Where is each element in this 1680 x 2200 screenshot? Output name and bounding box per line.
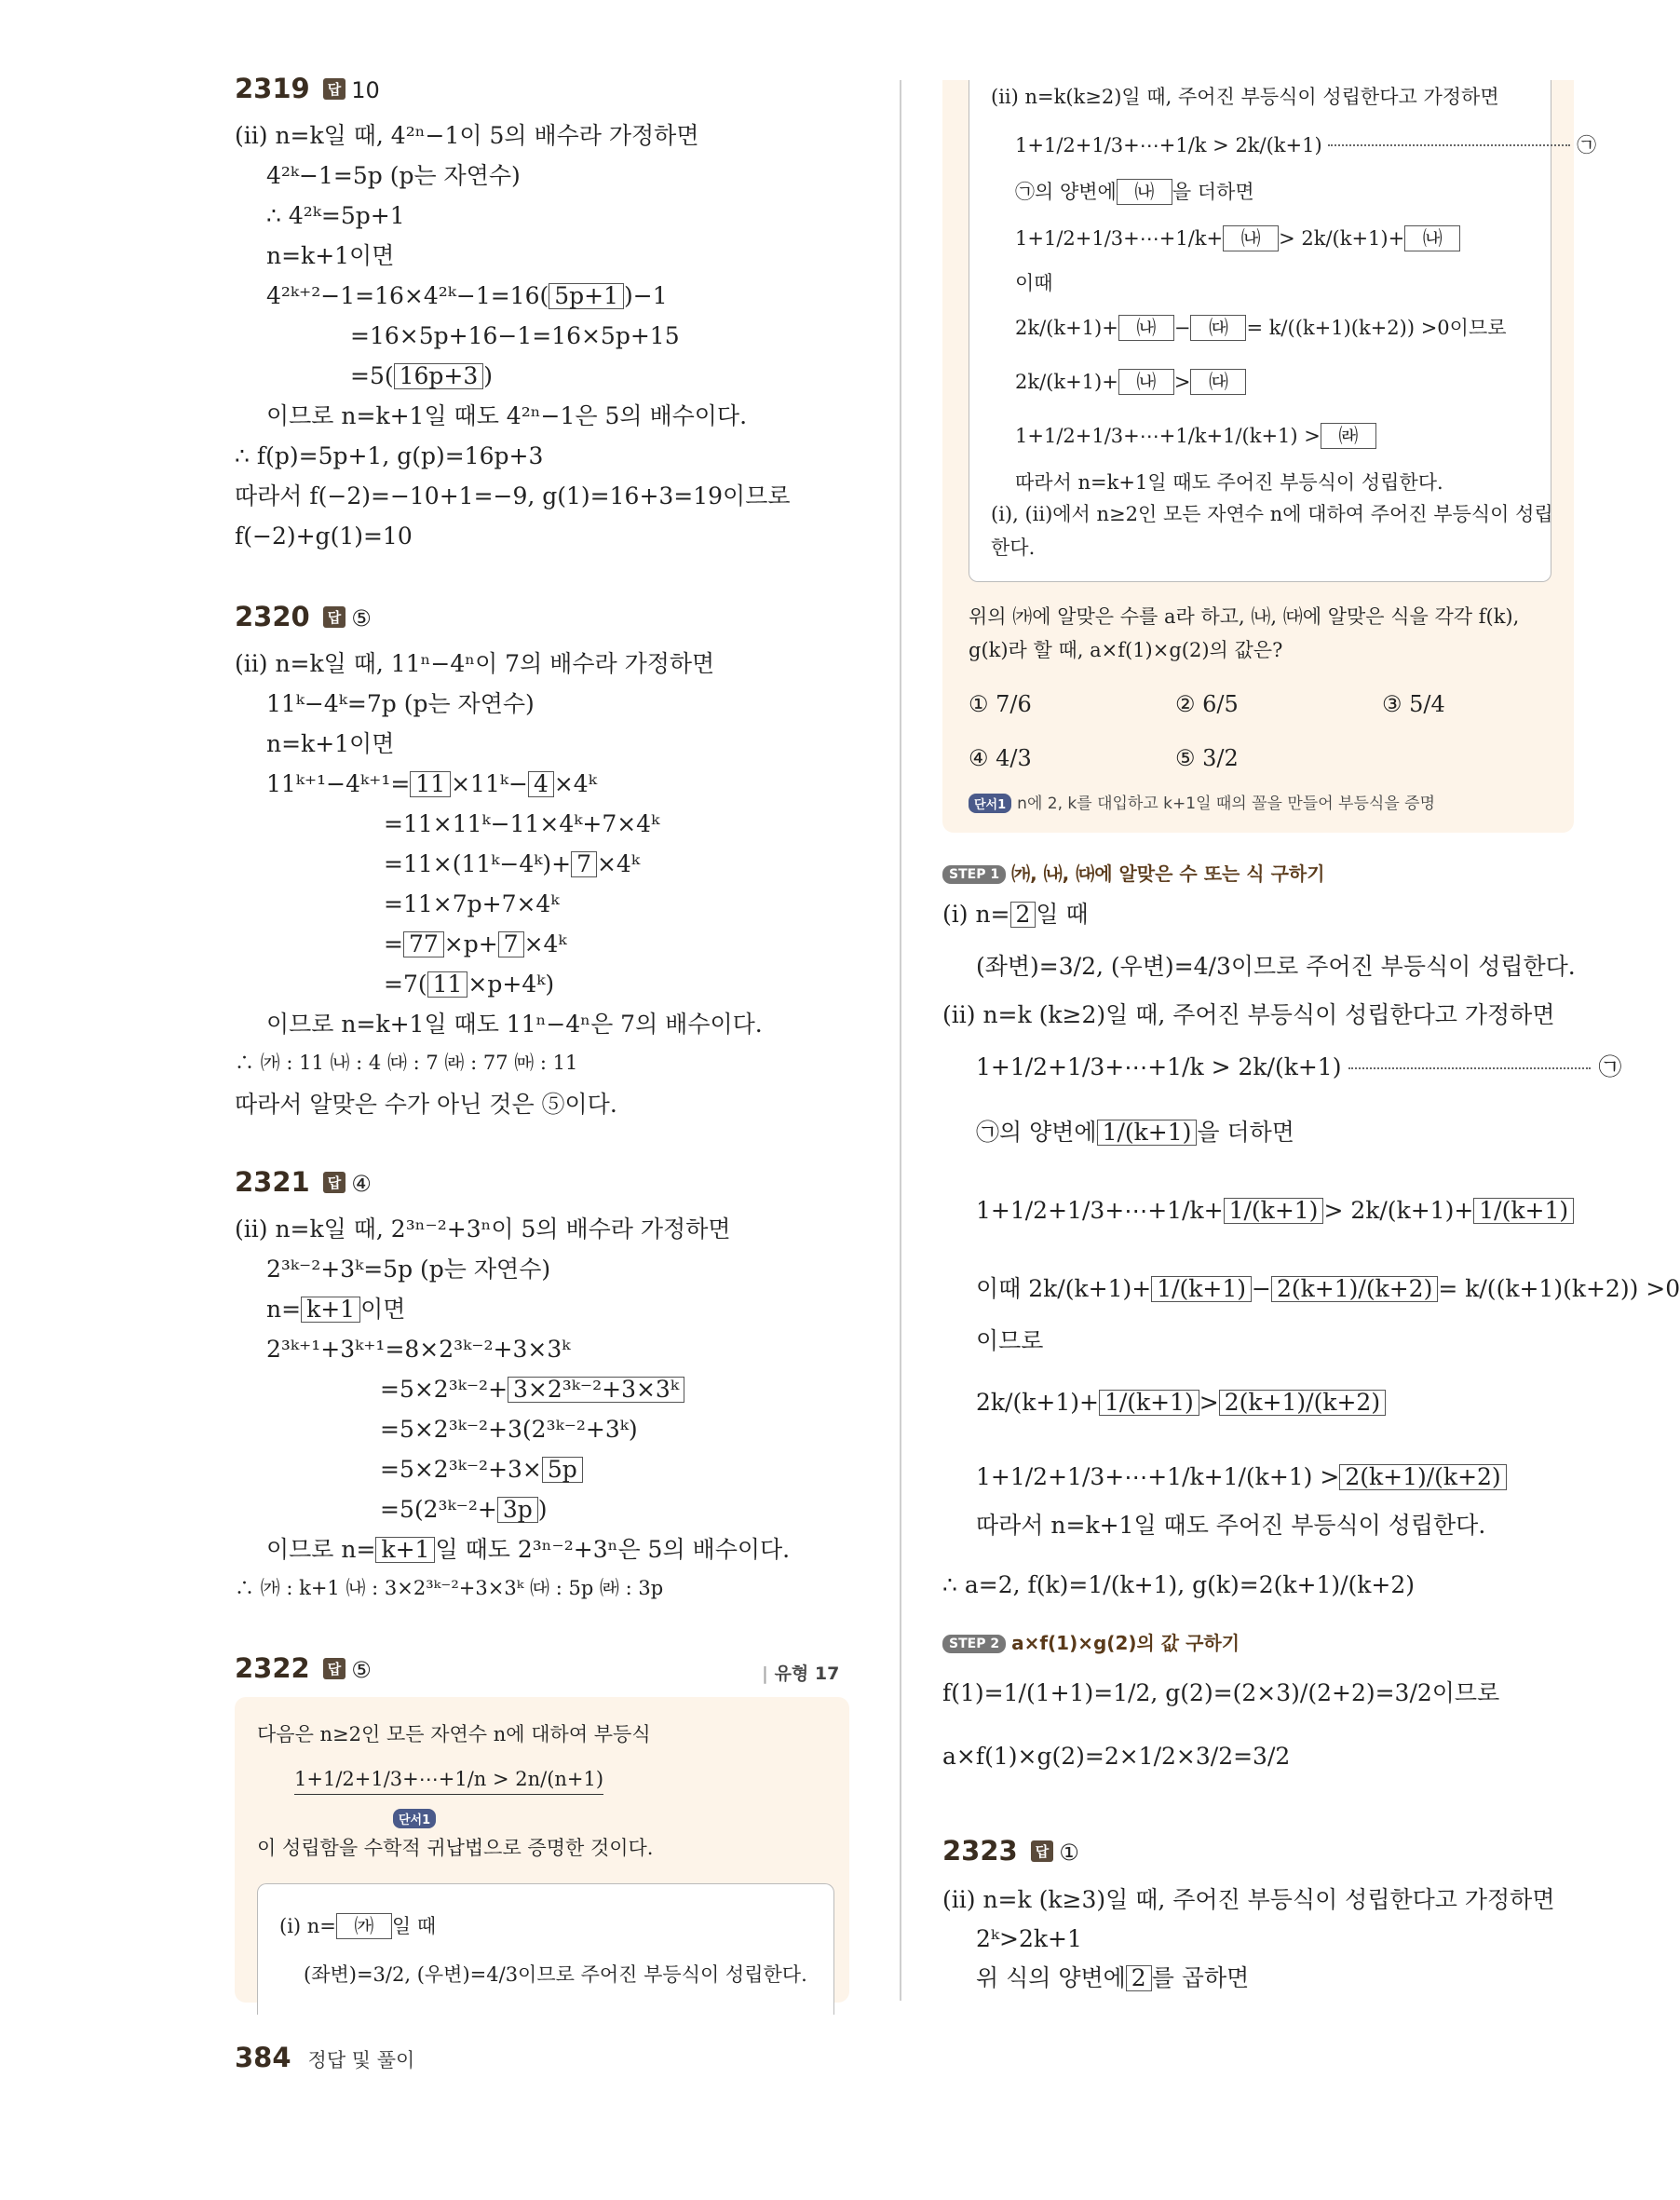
proof-line: 한다. (991, 536, 1036, 559)
answer-box: 1/(k+1) (1151, 1276, 1252, 1302)
answer-box: 5p (542, 1457, 583, 1483)
answer-box: 2 (1010, 902, 1036, 928)
solution-line: =7( 11 ×p+4ᵏ) (384, 971, 555, 998)
solution-line: 이때 2k/(k+1)+ 1/(k+1) − 2(k+1)/(k+2) = k/((k+1)(k+2)) >0 (976, 1275, 1680, 1302)
solution-line: 4²ᵏ⁺²−1=16×4²ᵏ−1=16( 5p+1 )−1 (266, 282, 668, 309)
solution-line: 11ᵏ⁺¹−4ᵏ⁺¹= 11 ×11ᵏ− 4 ×4ᵏ (266, 770, 597, 797)
answer-badge: 답 (323, 78, 346, 100)
solution-line: 2³ᵏ⁻²+3ᵏ=5p (p는 자연수) (266, 1256, 551, 1283)
answer-box: 4 (528, 771, 554, 797)
problem-header-2321 (235, 1166, 372, 1198)
problem-number: 2319 (235, 73, 310, 104)
choice-4[interactable]: ④ 4/3 (969, 745, 1032, 771)
proof-line: 이때 (1015, 272, 1053, 294)
problem-header-2322 (235, 1652, 372, 1684)
blank-box-na: ㈏ (1118, 369, 1174, 395)
solution-line: (ii) n=k일 때, 4²ⁿ−1이 5의 배수라 가정하면 (235, 122, 699, 149)
solution-line: (ii) n=k (k≥3)일 때, 주어진 부등식이 성립한다고 가정하면 (942, 1886, 1555, 1913)
answer-box: 7 (571, 851, 597, 877)
solution-line: 2ᵏ>2k+1 (976, 1925, 1082, 1952)
question-line: g(k)라 할 때, a×f(1)×g(2)의 값은? (969, 639, 1283, 661)
proof-box-left (257, 1883, 834, 2015)
solution-line: =16×5p+16−1=16×5p+15 (350, 322, 680, 349)
section-title: 정답 및 풀이 (307, 2049, 415, 2071)
solution-line: 1+1/2+1/3+⋯+1/k+1/(k+1) > 2(k+1)/(k+2) (976, 1462, 1507, 1492)
page-number: 384 (235, 2042, 291, 2073)
solution-line: 따라서 n=k+1일 때도 주어진 부등식이 성립한다. (976, 1512, 1486, 1539)
solution-line: 2k/(k+1)+ 1/(k+1) > 2(k+1)/(k+2) (976, 1388, 1386, 1418)
answer-badge: 답 (323, 1658, 346, 1679)
answer-box: 5p+1 (549, 283, 624, 309)
step2-header: STEP 2 a×f(1)×g(2)의 값 구하기 (942, 1628, 1240, 1655)
answer-box: 11 (410, 771, 451, 797)
answer-badge: 답 (1031, 1840, 1054, 1862)
answer-box: 2 (1126, 1965, 1152, 1991)
answer-badge: 답 (323, 1172, 346, 1193)
proof-line: ㉠의 양변에 ㈏ 을 더하면 (1015, 181, 1254, 203)
choice-1[interactable]: ① 7/6 (969, 691, 1032, 717)
blank-box-na: ㈏ (1223, 225, 1279, 251)
answer-box: 2(k+1)/(k+2) (1271, 1276, 1438, 1302)
answer-box: 77 (403, 931, 444, 957)
solution-line: =11×7p+7×4ᵏ (384, 890, 560, 917)
solution-line: (좌변)=3/2, (우변)=4/3이므로 주어진 부등식이 성립한다. (976, 953, 1576, 980)
solution-line: 1+1/2+1/3+⋯+1/k > 2k/(k+1) ㉠ (976, 1053, 1622, 1080)
answer-value: ⑤ (351, 605, 372, 631)
proof-line: (i), (ii)에서 n≥2인 모든 자연수 n에 대하여 주어진 부등식이 성립 (991, 503, 1553, 525)
blank-box-na: ㈏ (1117, 179, 1172, 205)
solution-line: =5×2³ᵏ⁻²+3(2³ᵏ⁻²+3ᵏ) (380, 1416, 638, 1443)
column-divider (900, 80, 901, 2001)
blank-box-na: ㈏ (1118, 315, 1174, 341)
solution-line: ∴ 4²ᵏ=5p+1 (266, 202, 405, 229)
question-line: 위의 ㈎에 알맞은 수를 a라 하고, ㈏, ㈐에 알맞은 식을 각각 f(k), (969, 605, 1520, 628)
problem-intro: 다음은 n≥2인 모든 자연수 n에 대하여 부등식 (257, 1723, 651, 1745)
problem-header-2319 (235, 73, 380, 104)
inequality: 1+1/2+1/3+⋯+1/n > 2n/(n+1) (294, 1766, 603, 1795)
blank-box-ga: ㈎ (336, 1913, 392, 1939)
solution-line: (ii) n=k일 때, 11ⁿ−4ⁿ이 7의 배수라 가정하면 (235, 650, 715, 677)
solution-line: n= k+1 이면 (266, 1296, 406, 1323)
proof-line: 1+1/2+1/3+⋯+1/k > 2k/(k+1) ㉠ (1015, 134, 1597, 156)
answer-box: 1/(k+1) (1097, 1120, 1198, 1146)
solution-line: =5×2³ᵏ⁻²+3× 5p (380, 1455, 583, 1485)
choice-3[interactable]: ③ 5/4 (1382, 691, 1445, 717)
answer-box: 7 (498, 931, 524, 957)
solution-line: ∴ ㈎ : k+1 ㈏ : 3×2³ᵏ⁻²+3×3ᵏ ㈐ : 5p ㈑ : 3p (235, 1577, 664, 1599)
footer (235, 2042, 414, 2073)
answer-box: k+1 (375, 1537, 435, 1563)
problem-number: 2321 (235, 1166, 310, 1198)
solution-line: 따라서 f(−2)=−10+1=−9, g(1)=16+3=19이므로 (235, 482, 791, 509)
step1-header: STEP 1 ㈎, ㈏, ㈐에 알맞은 수 또는 식 구하기 (942, 859, 1325, 886)
answer-box: k+1 (301, 1297, 360, 1323)
proof-line: 1+1/2+1/3+⋯+1/k+1/(k+1) > ㈑ (1015, 423, 1376, 449)
answer-value: 10 (351, 77, 380, 103)
answer-box: 1/(k+1) (1224, 1198, 1324, 1224)
solution-line: a×f(1)×g(2)=2×1/2×3/2=3/2 (942, 1743, 1291, 1770)
solution-line: 이므로 (976, 1327, 1044, 1354)
clue-marker: 단서1 (393, 1809, 441, 1828)
answer-box: 2(k+1)/(k+2) (1219, 1390, 1386, 1416)
answer-box: 11 (427, 971, 468, 998)
answer-box: 3p (497, 1497, 538, 1523)
problem-number: 2320 (235, 601, 310, 632)
solution-line: =5( 16p+3 ) (350, 362, 494, 389)
proof-line: (i) n= ㈎ 일 때 (279, 1915, 437, 1937)
proof-line: 2k/(k+1)+ ㈏ − ㈐ = k/((k+1)(k+2)) >0이므로 (1015, 317, 1507, 339)
solution-line: ∴ a=2, f(k)=1/(k+1), g(k)=2(k+1)/(k+2) (942, 1571, 1416, 1598)
answer-value: ① (1059, 1840, 1079, 1866)
solution-line: ∴ ㈎ : 11 ㈏ : 4 ㈐ : 7 ㈑ : 77 ㈒ : 11 (235, 1052, 578, 1074)
solution-line: 11ᵏ−4ᵏ=7p (p는 자연수) (266, 690, 535, 717)
blank-box-da: ㈐ (1190, 315, 1246, 341)
solution-line: f(−2)+g(1)=10 (235, 523, 413, 550)
answer-value: ⑤ (351, 1657, 372, 1683)
problem-intro-2: 이 성립함을 수학적 귀납법으로 증명한 것이다. (257, 1837, 654, 1859)
type-tag: | 유형 17 (762, 1664, 840, 1684)
solution-line: 이므로 n=k+1일 때도 4²ⁿ−1은 5의 배수이다. (266, 402, 748, 429)
solution-line: f(1)=1/(1+1)=1/2, g(2)=(2×3)/(2+2)=3/2이므로 (942, 1679, 1500, 1706)
solution-line: 위 식의 양변에 2 를 곱하면 (976, 1964, 1250, 1991)
solution-line: 1+1/2+1/3+⋯+1/k+ 1/(k+1) > 2k/(k+1)+ 1/(k+1) (976, 1196, 1574, 1226)
answer-box: 3×2³ᵏ⁻²+3×3ᵏ (508, 1377, 684, 1403)
problem-header-2323 (942, 1835, 1079, 1867)
answer-box: 2(k+1)/(k+2) (1339, 1464, 1506, 1490)
blank-box-na: ㈏ (1404, 225, 1460, 251)
problem-header-2320 (235, 601, 372, 632)
solution-line: 이므로 n= k+1 일 때도 2³ⁿ⁻²+3ⁿ은 5의 배수이다. (266, 1536, 791, 1563)
proof-line: 따라서 n=k+1일 때도 주어진 부등식이 성립한다. (1015, 471, 1443, 494)
answer-box: 1/(k+1) (1473, 1198, 1574, 1224)
problem-number: 2323 (942, 1835, 1018, 1867)
proof-line: 2k/(k+1)+ ㈏ > ㈐ (1015, 369, 1246, 395)
solution-line: 따라서 알맞은 수가 아닌 것은 ⑤이다. (235, 1091, 617, 1118)
answer-box: 16p+3 (394, 363, 484, 389)
solution-line: n=k+1이면 (266, 730, 395, 757)
solution-line: =5(2³ᵏ⁻²+ 3p ) (380, 1496, 548, 1523)
clue-line: 단서1 n에 2, k를 대입하고 k+1일 때의 꼴을 만들어 부등식을 증명 (969, 790, 1435, 813)
solution-line: =11×(11ᵏ−4ᵏ)+ 7 ×4ᵏ (384, 850, 640, 877)
solution-line: (i) n= 2 일 때 (942, 901, 1089, 928)
solution-line: =5×2³ᵏ⁻²+ 3×2³ᵏ⁻²+3×3ᵏ (380, 1375, 684, 1405)
answer-value: ④ (351, 1171, 372, 1197)
proof-line: (ii) n=k(k≥2)일 때, 주어진 부등식이 성립한다고 가정하면 (991, 86, 1499, 108)
blank-box-da: ㈐ (1190, 369, 1246, 395)
blank-box-ra: ㈑ (1321, 423, 1376, 449)
choice-5[interactable]: ⑤ 3/2 (1175, 745, 1239, 771)
solution-line: (ii) n=k (k≥2)일 때, 주어진 부등식이 성립한다고 가정하면 (942, 1001, 1555, 1028)
solution-line: =11×11ᵏ−11×4ᵏ+7×4ᵏ (384, 810, 660, 837)
solution-line: 2³ᵏ⁺¹+3ᵏ⁺¹=8×2³ᵏ⁻²+3×3ᵏ (266, 1336, 571, 1363)
solution-line: n=k+1이면 (266, 242, 395, 269)
choice-2[interactable]: ② 6/5 (1175, 691, 1239, 717)
answer-badge: 답 (323, 606, 346, 628)
proof-line: (좌변)=3/2, (우변)=4/3이므로 주어진 부등식이 성립한다. (304, 1963, 807, 1986)
solution-line: 이므로 n=k+1일 때도 11ⁿ−4ⁿ은 7의 배수이다. (266, 1011, 763, 1038)
problem-number: 2322 (235, 1652, 310, 1684)
solution-line: ㉠의 양변에 1/(k+1) 을 더하면 (976, 1119, 1294, 1146)
proof-line: 1+1/2+1/3+⋯+1/k+ ㈏ > 2k/(k+1)+ ㈏ (1015, 225, 1460, 251)
solution-line: (ii) n=k일 때, 2³ⁿ⁻²+3ⁿ이 5의 배수라 가정하면 (235, 1215, 731, 1243)
answer-box: 1/(k+1) (1099, 1390, 1199, 1416)
solution-line: 4²ᵏ−1=5p (p는 자연수) (266, 162, 521, 189)
solution-line: ∴ f(p)=5p+1, g(p)=16p+3 (235, 442, 544, 469)
solution-line: = 77 ×p+ 7 ×4ᵏ (384, 930, 567, 957)
